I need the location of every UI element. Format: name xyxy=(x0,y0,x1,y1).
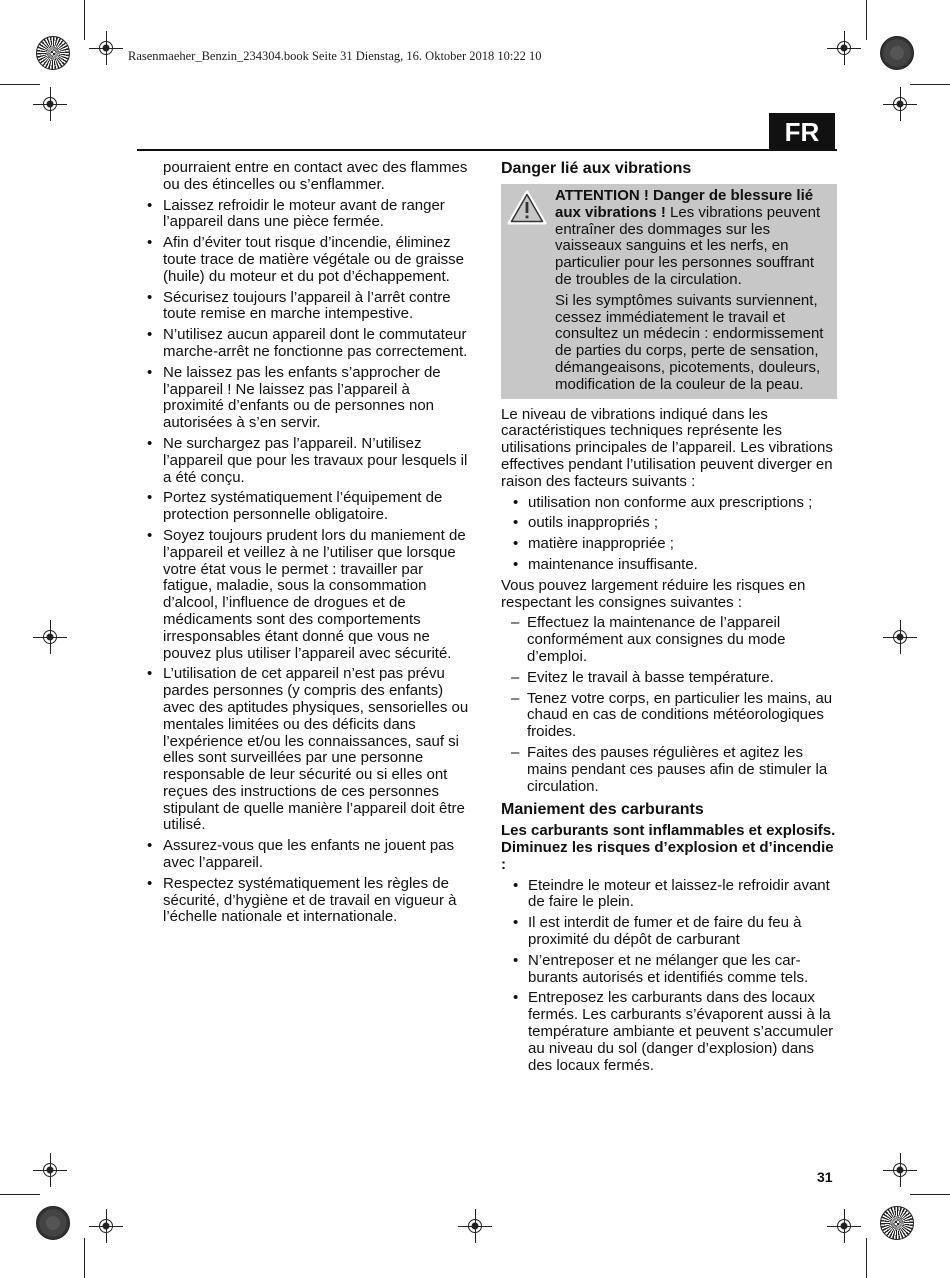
list-item: • N’utilisez aucun appareil dont le commutateur marche-arrêt ne fonctionne pas correctement. xyxy=(147,327,472,361)
list-item: • Eteindre le moteur et laissez-le refroidir avant de faire le plein. xyxy=(513,878,837,912)
list-item: • utilisation non conforme aux prescriptions ; xyxy=(513,495,837,512)
registration-mark-icon xyxy=(458,1209,492,1243)
registration-mark-icon xyxy=(827,31,861,65)
list-item: – Tenez votre corps, en particulier les mains, au chaud en cas de conditions météorologiques froides. xyxy=(501,691,837,741)
list-item: • N’entreposer et ne mélanger que les carburants autorisés et identifiés comme tels. xyxy=(513,953,837,987)
reduce-risk-intro: Vous pouvez largement réduire les risques en respectant les consignes suivantes : xyxy=(501,576,806,611)
list-item: • outils inappropriés ; xyxy=(513,515,837,532)
section-heading-fuel: Maniement des carburants xyxy=(501,801,704,819)
crop-line xyxy=(0,84,40,85)
list-item: • Soyez toujours prudent lors du maniement de l’appareil et veillez à ne l’utiliser que lorsque votre état vous le permet : travailler par fatigue, maladie, sous la consommation d’alcool, l’influence de drogues et de médicaments sont des comportements irresponsables étant donné que vous ne pouvez plus utiliser l’appareil avec sécurité. xyxy=(147,528,472,662)
list-item: • matière inappropriée ; xyxy=(513,536,837,553)
vibration-factors-list xyxy=(501,495,837,574)
list-item: • Il est interdit de fumer et de faire du feu à proximité du dépôt de carburant xyxy=(513,915,837,949)
registration-mark-icon xyxy=(89,1209,123,1243)
crop-line xyxy=(0,1194,40,1195)
page-number: 31 xyxy=(817,1169,833,1185)
registration-disc-icon xyxy=(880,36,914,70)
left-column xyxy=(147,160,472,930)
crop-line xyxy=(84,0,85,40)
crop-line xyxy=(866,1238,867,1278)
registration-mark-icon xyxy=(89,31,123,65)
measures-list xyxy=(501,615,837,795)
section-heading-vibrations: Danger lié aux vibrations xyxy=(501,160,692,177)
registration-mark-icon xyxy=(883,620,917,654)
warning-box xyxy=(501,184,837,399)
registration-mark-icon xyxy=(33,1153,67,1187)
right-column xyxy=(501,160,837,1078)
safety-list xyxy=(147,198,472,927)
list-item: • Sécurisez toujours l’appareil à l’arrêt contre toute remise en marche intempestive. xyxy=(147,290,472,324)
vibration-intro: Le niveau de vibrations indiqué dans les caractéristiques techniques représente les utilisations principales de l’appareil. Les vibrations effectives pendant l’utilisation peuvent diverger en raison des facteurs suivants : xyxy=(501,405,833,490)
crop-line xyxy=(910,84,950,85)
list-item: • Entreposez les carburants dans des locaux fermés. Les carburants s’évaporent aussi à la température ambiante et peuvent s’accumuler au niveau du sol (danger d’explosion) dans des locaux fermés. xyxy=(513,990,837,1074)
fuel-warning: Les carburants sont inflammables et explosifs. Diminuez les risques d’explosion et d’incendie : xyxy=(501,822,836,873)
crop-line xyxy=(84,1238,85,1278)
list-item: – Effectuez la maintenance de l’appareil conformément aux consignes du mode d’emploi. xyxy=(501,615,837,665)
warning-paragraph xyxy=(555,188,831,289)
list-item: • maintenance insuffisante. xyxy=(513,557,837,574)
list-item: • Ne laissez pas les enfants s’approcher de l’appareil ! Ne laissez pas l’appareil à proximité d’enfants ou de personnes non autorisées à s’en servir. xyxy=(147,365,472,432)
registration-star-icon xyxy=(36,36,70,70)
continuation-text: pourraient entre en contact avec des flammes ou des étincelles ou s’enflammer. xyxy=(163,159,468,193)
registration-mark-icon xyxy=(827,1209,861,1243)
list-item: • Portez systématiquement l’équipement de protection personnelle obligatoire. xyxy=(147,490,472,524)
fuel-list xyxy=(501,878,837,1075)
list-item: • L’utilisation de cet appareil n’est pas prévu pardes personnes (y compris des enfants) avec des aptitudes physiques, sensorielles ou mentales limitées ou des déficits dans l’expérience et/ou les connaissances, sauf si elles sont surveillées par une personne responsable de leur sécurité ou si elles ont reçues des instructions de ces personnes stipulant de quelle manière l’appareil doit être utilisé. xyxy=(147,666,472,834)
language-tab: FR xyxy=(769,113,835,151)
crop-line xyxy=(910,1194,950,1195)
list-item: • Afin d’éviter tout risque d’incendie, éliminez toute trace de matière végétale ou de graisse (huile) du moteur et du pot d’échappement. xyxy=(147,235,472,285)
warning-text: Les vibrations peuvent entraîner des dommages sur les vaisseaux sanguins et les nerfs, en particulier pour les personnes souffrant de troubles de la circulation. xyxy=(555,203,821,288)
registration-mark-icon xyxy=(883,87,917,121)
list-item: • Laissez refroidir le moteur avant de ranger l’appareil dans une pièce fermée. xyxy=(147,198,472,232)
registration-disc-icon xyxy=(36,1206,70,1240)
warning-symptoms: Si les symptômes suivants surviennent, cessez immédiatement le travail et consultez un médecin : endormissement de parties du corps, perte de sensation, démangeaisons, picotements, douleurs, modification de la couleur de la peau. xyxy=(555,291,824,393)
list-item: • Assurez-vous que les enfants ne jouent pas avec l’appareil. xyxy=(147,838,472,872)
list-item: • Ne surchargez pas l’appareil. N’utilisez l’appareil que pour les travaux pour lesquels il a été conçu. xyxy=(147,436,472,486)
registration-mark-icon xyxy=(33,87,67,121)
registration-star-icon xyxy=(880,1206,914,1240)
header-rule xyxy=(137,149,837,151)
list-item: – Evitez le travail à basse température. xyxy=(501,670,837,687)
registration-mark-icon xyxy=(883,1153,917,1187)
list-item: • Respectez systématiquement les règles de sécurité, d’hygiène et de travail en vigueur à l’échelle nationale et internationale. xyxy=(147,876,472,926)
registration-mark-icon xyxy=(33,620,67,654)
list-item: – Faites des pauses régulières et agitez les mains pendant ces pauses afin de stimuler la circulation. xyxy=(501,745,837,795)
crop-line xyxy=(866,0,867,40)
warning-triangle-icon xyxy=(507,190,547,226)
warning-title: ATTENTION ! Danger de blessure lié aux vibrations ! xyxy=(555,187,814,221)
print-slug: Rasenmaeher_Benzin_234304.book Seite 31 Dienstag, 16. Oktober 2018 10:22 10 xyxy=(128,49,542,63)
